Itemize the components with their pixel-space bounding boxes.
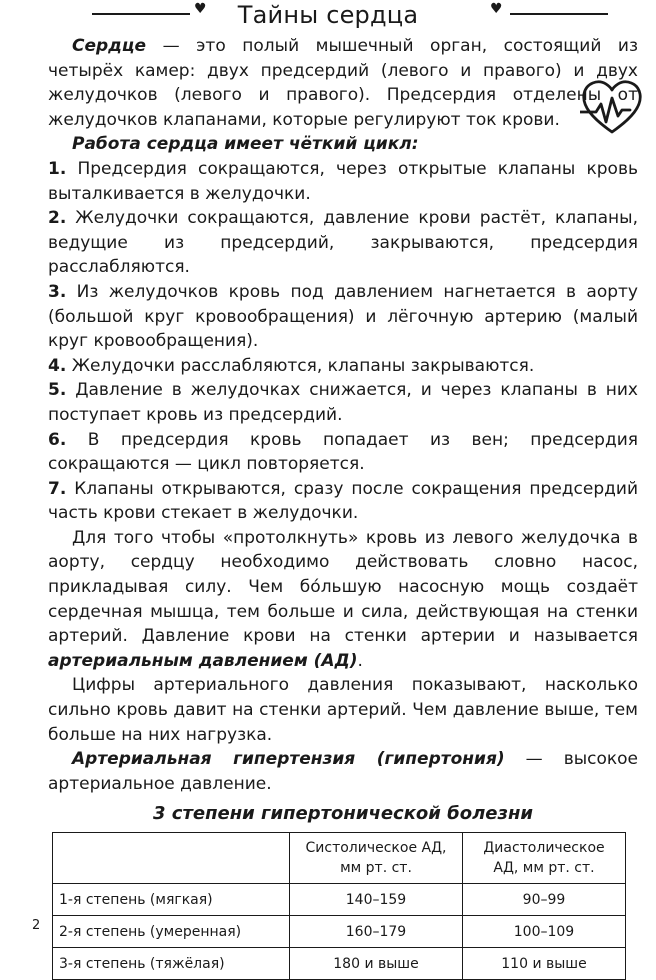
- hypertension-paragraph: [48, 747, 638, 796]
- pressure-term: артериальным давлением (АД): [48, 650, 358, 671]
- list-item: [48, 477, 638, 526]
- list-item: [48, 206, 638, 280]
- page-header: [0, 0, 656, 36]
- list-item: [48, 157, 638, 206]
- list-number: 2.: [48, 208, 67, 229]
- list-number: 6.: [48, 429, 67, 450]
- table-row: [53, 948, 626, 980]
- table-cell: 180 и выше: [290, 948, 463, 980]
- list-item: [48, 354, 638, 379]
- table-cell: 3-я степень (тяжёлая): [53, 948, 290, 980]
- list-item: [48, 428, 638, 477]
- page-content: [48, 34, 638, 980]
- table-header: [53, 833, 290, 884]
- list-text: Желудочки расслабляются, клапаны закрываются.: [71, 355, 535, 376]
- list-number: 3.: [48, 281, 67, 302]
- list-item: [48, 280, 638, 354]
- list-number: 1.: [48, 158, 67, 179]
- intro-paragraph: [48, 34, 638, 132]
- list-text: В предсердия кровь попадает из вен; предсердия сокращаются — цикл повторяется.: [48, 429, 638, 475]
- pressure-paragraph: [48, 526, 638, 674]
- page-number: 2: [32, 918, 41, 933]
- table-header: Систолическое АД, мм рт. ст.: [290, 833, 463, 884]
- table-cell: 90–99: [463, 884, 626, 916]
- table-cell: 140–159: [290, 884, 463, 916]
- list-number: 5.: [48, 380, 67, 401]
- table-cell: 100–109: [463, 916, 626, 948]
- table-row: [53, 884, 626, 916]
- pressure-text: Для того чтобы «протолкнуть» кровь из левого желудочка в аорту, сердцу необходимо действовать словно насос, прикладывая силу. Чем бо́льшую насосную мощь создаёт сердечная мышца, тем больше и сила, действующая на стенки артерий. Давление крови на стенки артерии и называется: [48, 527, 638, 647]
- heart-icon: ♥: [194, 1, 207, 17]
- heart-icon: ♥: [490, 1, 503, 17]
- list-text: Давление в желудочках снижается, и через клапаны в них поступает кровь из предсердий.: [48, 380, 638, 425]
- list-text: Клапаны открываются, сразу после сокращения предсердий часть крови стекает в желудочки.: [48, 478, 638, 524]
- list-text: Желудочки сокращаются, давление крови растёт, клапаны, ведущие из предсердий, закрываются, предсердия расслабляются.: [48, 208, 639, 278]
- hypertension-text: — высокое артериальное давление.: [48, 749, 639, 794]
- list-text: Предсердия сокращаются, через открытые клапаны кровь выталкивается в желудочки.: [48, 158, 639, 204]
- table-cell: 1-я степень (мягкая): [53, 884, 290, 916]
- table-row: [53, 916, 626, 948]
- list-item: [48, 378, 638, 427]
- hypertension-table: [52, 832, 626, 980]
- list-number: 7.: [48, 478, 67, 499]
- list-text: Из желудочков кровь под давлением нагнетается в аорту (большой круг кровообращения) и лёгочную артерию (малый круг кровообращения).: [48, 281, 638, 352]
- intro-term: Сердце: [72, 36, 147, 56]
- table-cell: 2-я степень (умеренная): [53, 916, 290, 948]
- list-number: 4.: [48, 355, 67, 376]
- header-rule-right: [510, 13, 608, 15]
- pressure-end: .: [357, 650, 363, 671]
- table-title: 3 степени гипертонической болезни: [153, 803, 533, 825]
- table-header-row: [53, 833, 626, 884]
- table-cell: 160–179: [290, 916, 463, 948]
- figures-paragraph: Цифры артериального давления показывают, насколько сильно кровь давит на стенки артерий. Чем давление выше, тем больше на них нагрузка.: [48, 675, 638, 745]
- cycle-heading: Работа сердца имеет чёткий цикл:: [72, 134, 419, 155]
- table-cell: 110 и выше: [463, 948, 626, 980]
- table-header: Диастолическое АД, мм рт. ст.: [463, 833, 626, 884]
- intro-text: — это полый мышечный орган, состоящий из четырёх камер: двух предсердий (левого и правого) и двух желудочков (левого и правого). Предсердия отделены от желудочков клапанами, которые регулируют ток крови.: [48, 36, 638, 130]
- hypertension-term: Артериальная гипертензия (гипертония): [72, 749, 505, 770]
- page-title: Тайны сердца: [237, 1, 419, 29]
